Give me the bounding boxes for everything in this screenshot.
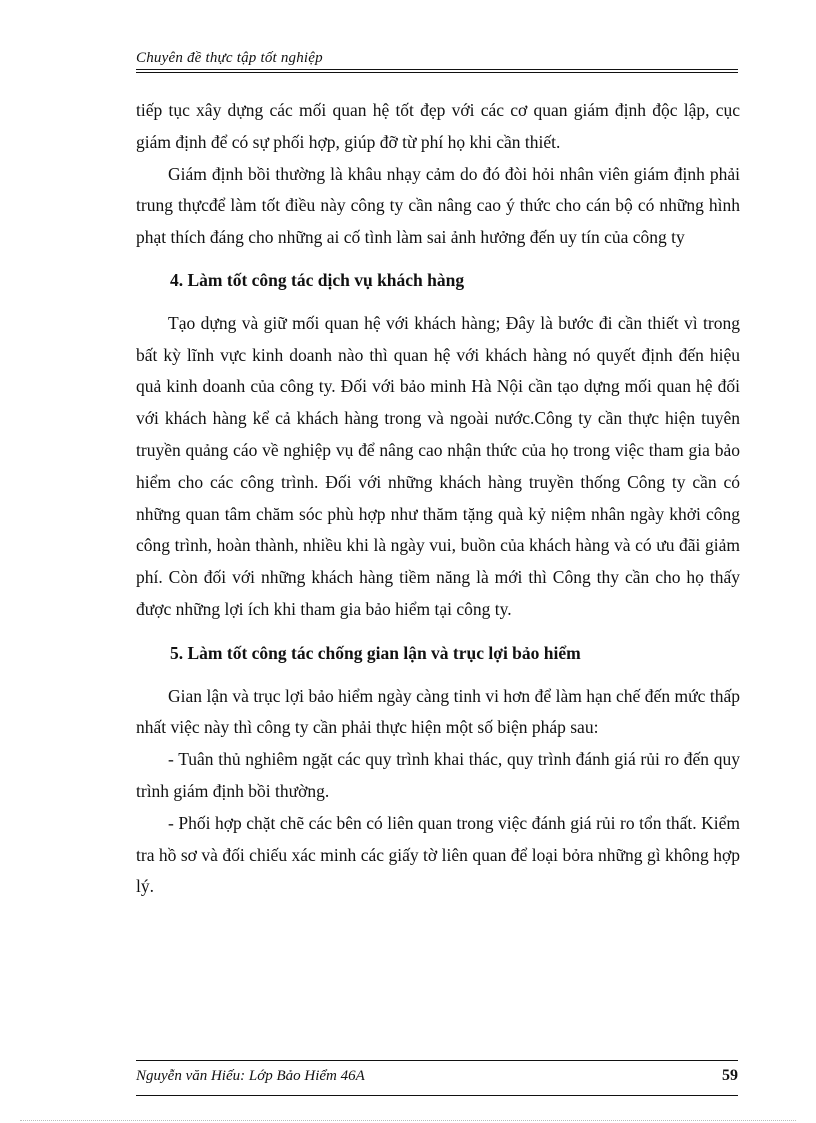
spacer (136, 626, 740, 638)
header-rule-top (136, 69, 738, 70)
paragraph-3: Tạo dựng và giữ mối quan hệ với khách hàng; Đây là bước đi cần thiết vì trong bất kỳ lĩnh vực kinh doanh nào thì quan hệ với khách hàng nó quyết định đến hiệu quả kinh doanh của công ty. Đối với bảo minh Hà Nội cần tạo dựng mối quan hệ đối với khách hàng kể cả khách hàng trong và ngoài nước.Công ty cần thực hiện tuyên truyền quảng cáo về nghiệp vụ để nâng cao nhận thức của họ trong việc tham gia bảo hiểm cho các công trình. Đối với những khách hàng truyền thống Công ty cần có những quan tâm chăm sóc phù hợp như thăm tặng quà kỷ niệm nhân ngày khởi công công trình, hoàn thành, nhiều khi là ngày vui, buồn của khách hàng và có ưu đãi giảm phí. Còn đối với những khách hàng tiềm năng là mới thì Công thy cần cho họ thấy được những lợi ích khi tham gia bảo hiểm tại công ty. (136, 312, 740, 619)
section-heading-4: 4. Làm tốt công tác dịch vụ khách hàng (170, 269, 465, 290)
footer-author: Nguyễn văn Hiếu: Lớp Bảo Hiểm 46A (136, 1068, 365, 1084)
footer-rule-top (136, 1060, 738, 1061)
page-number: 59 (722, 1067, 738, 1084)
header-rule-bottom (136, 72, 738, 73)
paragraph-2: Giám định bồi thường là khâu nhạy cảm do đó đòi hỏi nhân viên giám định phải trung thựcđể làm tốt điều này công ty cần nâng cao ý thức cho cán bộ có những hình phạt thích đáng cho những ai cố tình làm sai ảnh hưởng đến uy tín của công ty (136, 163, 740, 248)
document-body (136, 95, 740, 903)
page-edge (20, 1120, 796, 1121)
paragraph-4: Gian lận và trục lợi bảo hiểm ngày càng tinh vi hơn để làm hạn chế đến mức thấp nhất việc này thì công ty cần phải thực hiện một số biện pháp sau: (136, 685, 740, 738)
paragraph-5: - Tuân thủ nghiêm ngặt các quy trình khai thác, quy trình đánh giá rủi ro đến quy trình giám định bồi thường. (136, 749, 740, 801)
section-heading-5: 5. Làm tốt công tác chống gian lận và trục lợi bảo hiểm (170, 642, 581, 663)
paragraph-6: - Phối hợp chặt chẽ các bên có liên quan trong việc đánh giá rủi ro tổn thất. Kiểm tra hồ sơ và đối chiếu xác minh các giấy tờ liên quan để loại bỏra những gì không hợp lý. (136, 812, 740, 897)
footer-rule-bottom (136, 1095, 738, 1096)
spacer (136, 670, 740, 681)
spacer (136, 297, 740, 308)
paragraph-1: tiếp tục xây dựng các mối quan hệ tốt đẹp với các cơ quan giám định độc lập, cục giám định để có sự phối hợp, giúp đỡ từ phí họ khi cần thiết. (136, 100, 740, 152)
spacer (136, 254, 740, 265)
header-title: Chuyên đề thực tập tốt nghiệp (136, 50, 323, 66)
page-footer (136, 1060, 738, 1100)
page-header (136, 48, 738, 74)
